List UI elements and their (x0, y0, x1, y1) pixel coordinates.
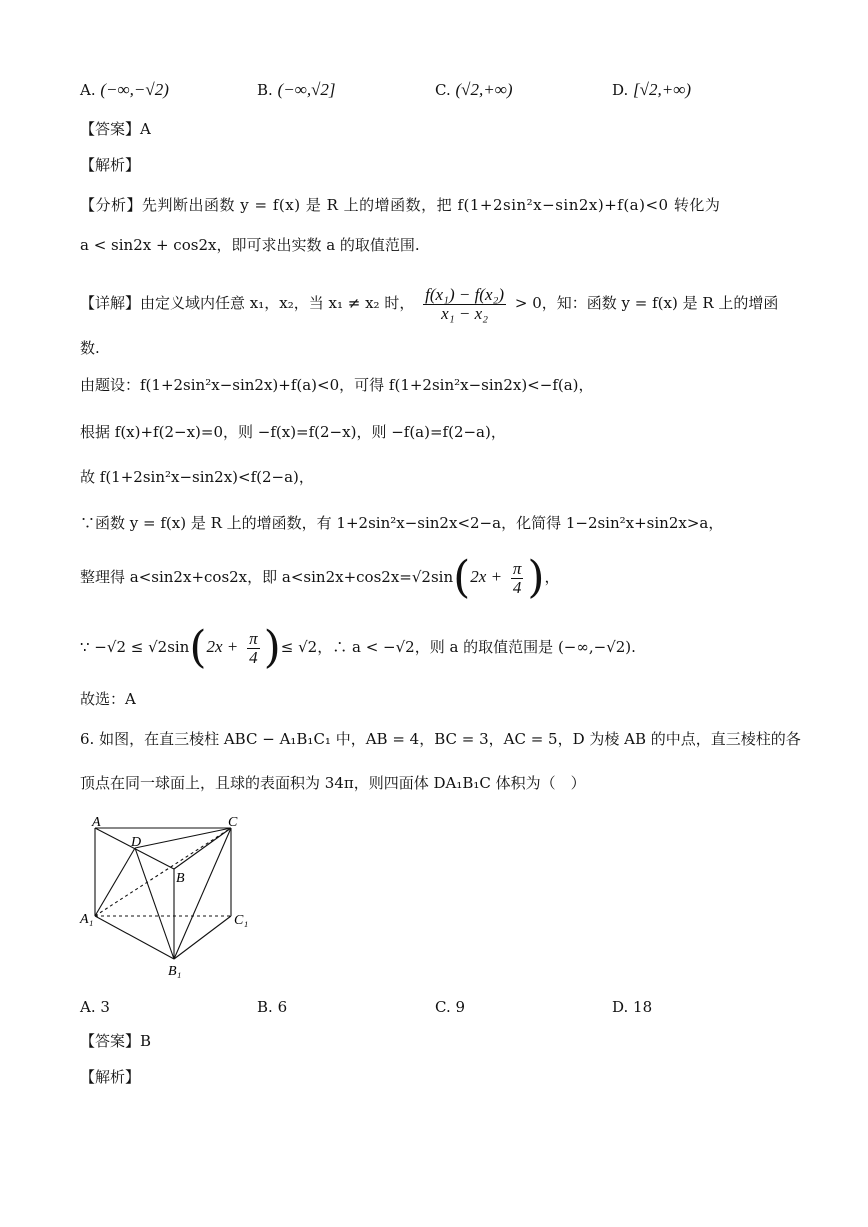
option-letter: C. (435, 81, 451, 99)
q6-answer-label: 【答案】B (80, 1032, 152, 1050)
q6-option-d (612, 997, 652, 1017)
option-value: 18 (633, 998, 653, 1016)
solution-step-1: 由题设：f(1+2sin²x−sin2x)+f(a)<0，可得 f(1+2sin²x−sin2x)<−f(a)， (80, 376, 594, 394)
detail-paragraph-1 (80, 283, 778, 323)
right-paren: ) (527, 552, 545, 603)
pi-over-four (247, 630, 260, 667)
step-text: ≤ √2，∴ a < −√2，则 a 的取值范围是 (−∞,−√2). (280, 638, 636, 656)
option-letter: A. (80, 998, 96, 1016)
detail-text: 由定义域内任意 x₁，x₂，当 x₁ ≠ x₂ 时， (140, 294, 415, 312)
q6-option-a (80, 997, 110, 1017)
fraction-denominator: 4 (512, 577, 522, 597)
question-6-stem-2: 顶点在同一球面上，且球的表面积为 34π，则四面体 DA₁B₁C 体积为（ ） (80, 774, 586, 792)
option-letter: A. (80, 81, 96, 99)
detail-text: > 0，知：函数 y = f(x) 是 R 上的增函 (514, 294, 779, 312)
option-a (80, 80, 169, 100)
fraction-numerator: f(x₁) − f(x₂) (425, 284, 505, 304)
prism-figure (78, 812, 258, 982)
vertex-label-d: D (131, 835, 142, 850)
vertex-label-b: B (176, 871, 185, 886)
q6-option-b (257, 997, 287, 1017)
fraction-denominator: x₁ − x₂ (441, 303, 489, 323)
conclusion: 故选：A (80, 690, 136, 708)
solution-step-5 (80, 552, 560, 603)
solution-step-6 (80, 622, 636, 673)
fraction-numerator: π (249, 628, 258, 648)
analysis-text: 先判断出函数 y = f(x) 是 R 上的增函数，把 f(1+2sin²x−sin2x)+f(a)<0 转化为 (142, 196, 721, 214)
option-letter: B. (257, 998, 273, 1016)
solution-step-3: 故 f(1+2sin²x−sin2x)<f(2−a)， (80, 468, 314, 486)
left-paren: ( (453, 552, 471, 603)
vertex-label-c1: C₁ (234, 913, 249, 928)
vertex-label-a1: A₁ (80, 912, 94, 927)
difference-quotient (423, 286, 506, 323)
q6-analysis-heading: 【解析】 (80, 1068, 141, 1086)
analysis-paragraph-2: a < sin2x + cos2x，即可求出实数 a 的取值范围. (80, 236, 420, 254)
fraction-numerator: π (512, 558, 522, 578)
option-value: (−∞,−√2) (100, 80, 169, 99)
option-value: (√2,+∞) (455, 80, 513, 99)
option-value: (−∞,√2] (277, 80, 336, 99)
option-letter: B. (257, 81, 273, 99)
step-text: 2x + (206, 637, 239, 656)
solution-step-4: ∵函数 y = f(x) 是 R 上的增函数，有 1+2sin²x−sin2x<2−a，化简得 1−2sin²x+sin2x>a， (80, 514, 724, 532)
option-value: 3 (100, 998, 110, 1016)
option-value: [√2,+∞) (633, 80, 691, 99)
detail-label: 【详解】 (80, 294, 141, 312)
q6-option-c (435, 997, 465, 1017)
analysis-label: 【分析】 (80, 196, 143, 214)
option-d (612, 80, 691, 100)
vertex-label-a: A (92, 815, 101, 830)
right-paren: ) (263, 622, 281, 673)
step-text: 2x + (470, 567, 503, 586)
option-letter: D. (612, 81, 629, 99)
vertex-label-c: C (228, 815, 238, 830)
step-text: ∵ −√2 ≤ √2sin (80, 638, 190, 656)
detail-paragraph-2: 数. (80, 339, 100, 357)
step-text: ， (544, 568, 560, 586)
question-6-stem-1: 6. 如图，在直三棱柱 ABC − A₁B₁C₁ 中，AB = 4，BC = 3，AC = 5，D 为棱 AB 的中点，直三棱柱的各 (80, 730, 801, 748)
vertex-label-b1: B₁ (168, 964, 182, 979)
answer-label: 【答案】A (80, 120, 151, 138)
option-letter: D. (612, 998, 629, 1016)
pi-over-four (511, 560, 524, 597)
option-value: 9 (455, 998, 466, 1016)
left-paren: ( (189, 622, 207, 673)
option-b (257, 80, 336, 100)
step-text: 整理得 a<sin2x+cos2x，即 a<sin2x+cos2x=√2sin (80, 568, 454, 586)
option-letter: C. (435, 998, 451, 1016)
fraction-denominator: 4 (249, 647, 258, 667)
option-c (435, 80, 513, 100)
solution-step-2: 根据 f(x)+f(2−x)=0，则 −f(x)=f(2−x)，则 −f(a)=f(2−a)， (80, 423, 506, 441)
analysis-paragraph-1 (80, 195, 720, 215)
analysis-heading: 【解析】 (80, 156, 141, 174)
option-value: 6 (277, 998, 288, 1016)
